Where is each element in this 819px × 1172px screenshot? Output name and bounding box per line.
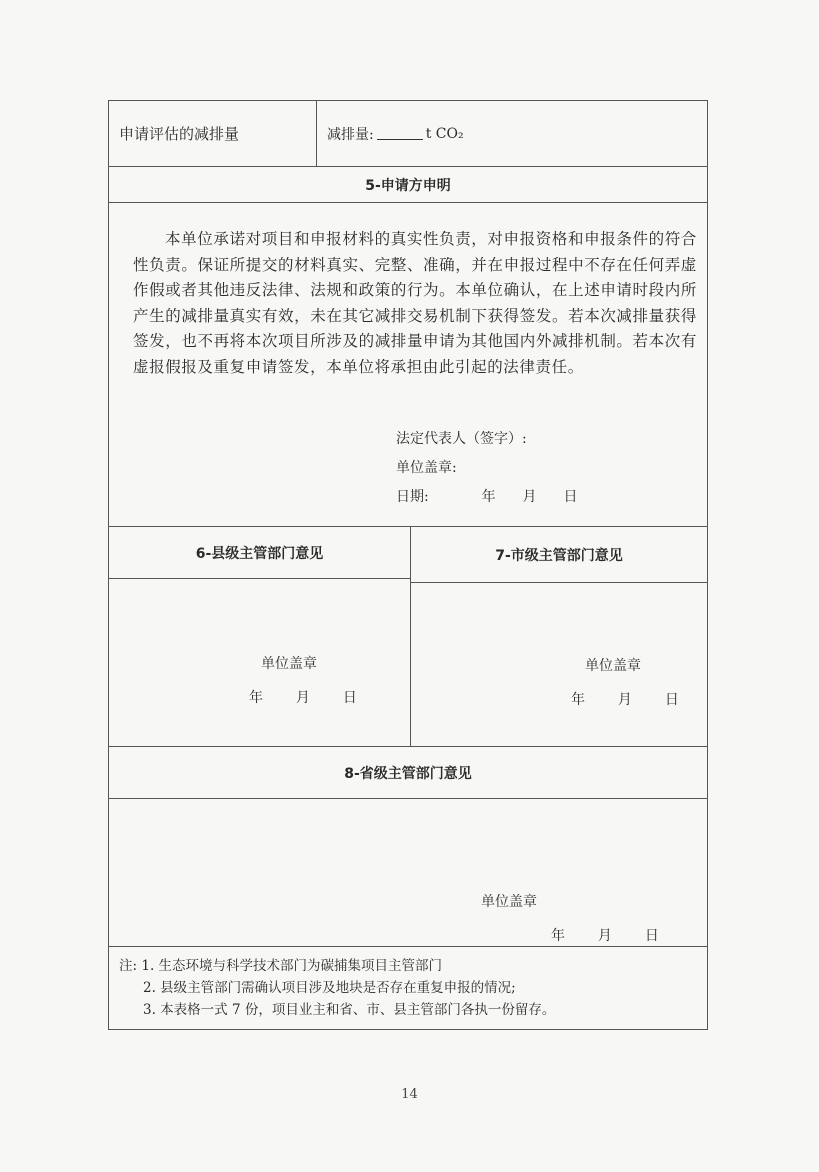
city-opinion-cell [411,527,707,746]
section5-date-label: 日期: [396,489,429,505]
county-seal-label[interactable]: 单位盖章 [261,656,317,672]
city-day: 日 [664,692,679,708]
city-year: 年 [571,692,585,708]
section5-statement: 本单位承诺对项目和申报材料的真实性负责，对申报资格和申报条件的符合性负责。保证所提交的材料真实、完整、准确，并在申报过程中不存在任何弄虚作假或者其他违反法律、法规和政策的行为。本单位确认，在上述申请时段内所产生的减排量真实有效，未在其它减排交易机制下获得签发。若本次减排量获得签发，也不再将本次项目所涉及的减排量申请为其他国内外减排机制。若本次有虚报假报及重复申请签发，本单位将承担由此引起的法律责任。 [133,230,697,376]
section5-header-row [109,167,707,203]
city-opinion-header [411,527,707,583]
section5-day: 日 [563,489,578,505]
province-day: 日 [644,928,659,944]
notes-block [119,955,555,1021]
section7-title: 7-市级主管部门意见 [495,547,623,564]
county-opinion-header [109,527,410,579]
city-date-line[interactable] [571,689,679,709]
notes-prefix: 注: [119,958,138,974]
legal-rep-signature-label[interactable]: 法定代表人（签字）: [396,431,527,447]
reduction-label: 申请评估的减排量 [109,101,317,166]
section8-body-row [109,799,707,947]
reduction-row [109,101,707,167]
section6-title: 6-县级主管部门意见 [195,545,324,562]
reduction-value-unit: t CO₂ [425,125,464,142]
county-month: 月 [295,690,310,706]
province-seal-label[interactable]: 单位盖章 [481,894,537,910]
reduction-value-prefix: 减排量: [327,126,374,143]
county-opinion-cell [109,527,411,746]
county-date-line[interactable] [249,687,357,707]
province-year: 年 [551,928,565,944]
county-city-opinion-row [109,527,707,747]
section5-month: 月 [522,489,537,505]
section5-seal-label[interactable]: 单位盖章: [396,460,457,476]
section5-body-row [109,203,707,527]
province-date-line[interactable] [551,925,659,945]
section5-year: 年 [481,489,496,505]
application-form [108,100,708,1030]
section5-signature-block [396,425,577,512]
section5-title: 5-申请方申明 [365,177,451,194]
city-month: 月 [617,692,632,708]
note-text-1: 1. 生态环境与科学技术部门为碳捕集项目主管部门 [141,958,443,974]
section8-title: 8-省级主管部门意见 [344,765,472,782]
reduction-value-cell [317,101,707,166]
note-item-2: 2. 县级主管部门需确认项目涉及地块是否存在重复申报的情况; [143,980,516,996]
section8-header-row [109,747,707,799]
page-number: 14 [401,1087,418,1102]
city-seal-label[interactable]: 单位盖章 [585,658,641,674]
note-item-1 [119,955,555,977]
province-month: 月 [597,928,612,944]
note-item-3: 3. 本表格一式 7 份，项目业主和省、市、县主管部门各执一份留存。 [143,1002,556,1018]
reduction-value-blank[interactable] [377,127,423,140]
section5-date-line[interactable] [396,483,577,512]
notes-row [109,947,707,1029]
county-year: 年 [249,690,263,706]
county-day: 日 [342,690,357,706]
